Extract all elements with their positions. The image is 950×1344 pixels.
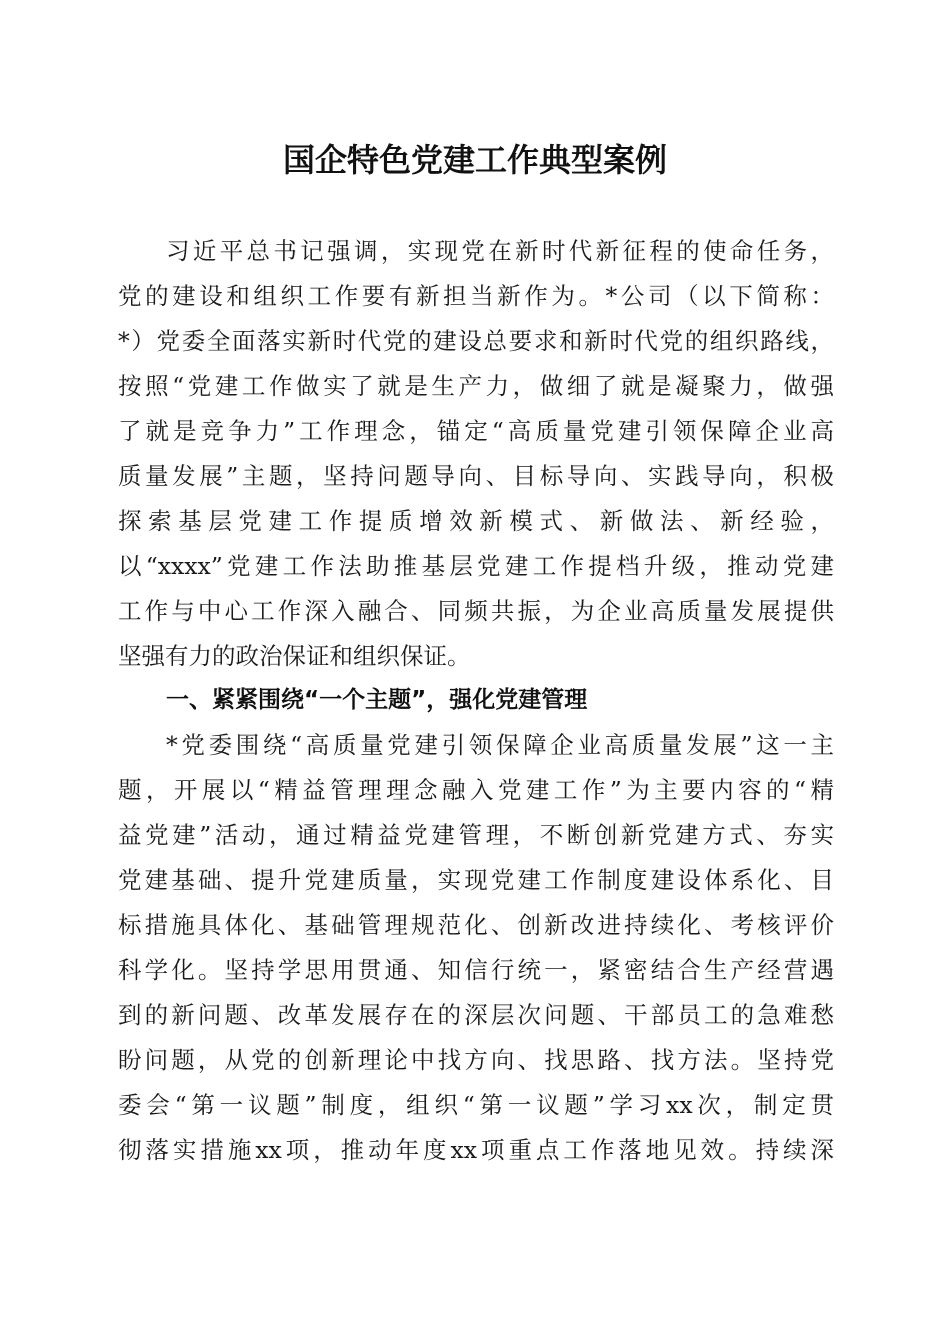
text-line: 探索基层党建工作提质增效新模式、新做法、新经验， bbox=[118, 507, 834, 535]
text-line: 习近平总书记强调，实现党在新时代新征程的使命任务， bbox=[166, 237, 834, 265]
text-line: 标措施具体化、基础管理规范化、创新改进持续化、考核评价 bbox=[118, 911, 834, 939]
text-line: 委会“第一议题”制度，组织“第一议题”学习xx次，制定贯 bbox=[118, 1091, 834, 1119]
text-line: 坚强有力的政治保证和组织保证。 bbox=[118, 642, 471, 670]
text-line: 党的建设和组织工作要有新担当新作为。*公司（以下简称： bbox=[118, 282, 834, 310]
text-line: *）党委全面落实新时代党的建设总要求和新时代党的组织路线， bbox=[118, 327, 834, 355]
text-line: 工作与中心工作深入融合、同频共振，为企业高质量发展提供 bbox=[118, 597, 834, 625]
text-line: 党建基础、提升党建质量，实现党建工作制度建设体系化、目 bbox=[118, 866, 834, 894]
text-line: 以“xxxx”党建工作法助推基层党建工作提档升级，推动党建 bbox=[118, 552, 834, 580]
text-line: 科学化。坚持学思用贯通、知信行统一，紧密结合生产经营遇 bbox=[118, 956, 834, 984]
text-line: 盼问题，从党的创新理论中找方向、找思路、找方法。坚持党 bbox=[118, 1046, 834, 1074]
text-line: 按照“党建工作做实了就是生产力，做细了就是凝聚力，做强 bbox=[118, 372, 834, 400]
text-line: 题，开展以“精益管理理念融入党建工作”为主要内容的“精 bbox=[118, 776, 834, 804]
text-line: 到的新问题、改革发展存在的深层次问题、干部员工的急难愁 bbox=[118, 1001, 834, 1029]
text-line: *党委围绕“高质量党建引领保障企业高质量发展”这一主 bbox=[166, 731, 834, 759]
text-line: 质量发展”主题，坚持问题导向、目标导向、实践导向，积极 bbox=[118, 462, 834, 490]
text-line: 益党建”活动，通过精益党建管理，不断创新党建方式、夯实 bbox=[118, 821, 834, 849]
document-title: 国企特色党建工作典型案例 bbox=[282, 141, 667, 179]
section-heading-1: 一、紧紧围绕“一个主题”，强化党建管理 bbox=[166, 687, 588, 713]
text-line: 彻落实措施xx项，推动年度xx项重点工作落地见效。持续深 bbox=[118, 1136, 834, 1164]
text-line: 了就是竞争力”工作理念，锚定“高质量党建引领保障企业高 bbox=[118, 417, 834, 445]
